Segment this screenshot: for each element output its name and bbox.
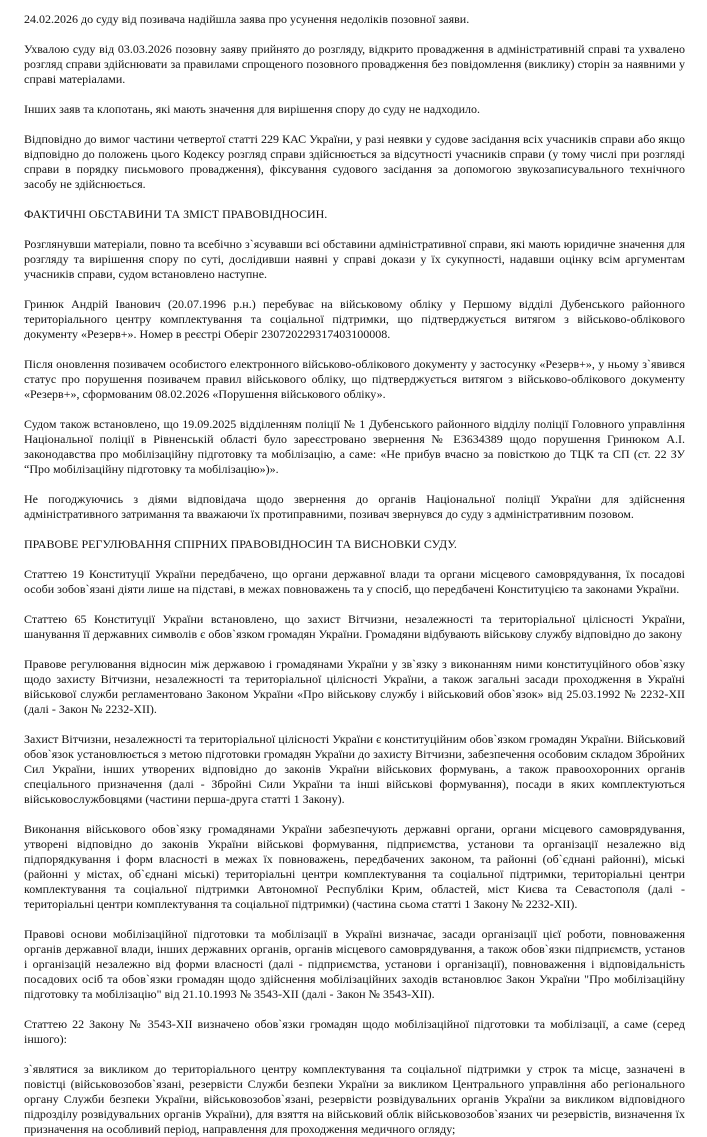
paragraph-article-65: Статтею 65 Конституції України встановлено, що захист Вітчизни, незалежності та територіальної цілісності України, шанування її державних символів є обов`язком громадян України. Громадяни відбувають військову службу відповідно до закону — [24, 612, 685, 641]
paragraph-statement-received: 24.02.2026 до суду від позивача надійшла заява про усунення недоліків позовної заяви. — [24, 12, 470, 26]
paragraph-ruling-accepted: Ухвалою суду від 03.03.2026 позовну заяву прийнято до розгляду, відкрито провадження в адміністративній справі та ухвалено розгляд справи здійснювати за правилами спрощеного позовного провадження без повідомлення (виклику) сторін за наявними у справі матеріалами. — [24, 42, 685, 86]
section-heading-legal-regulation: ПРАВОВЕ РЕГУЛЮВАННЯ СПІРНИХ ПРАВОВІДНОСИН ТА ВИСНОВКИ СУДУ. — [24, 537, 457, 551]
paragraph-reserve-status: Після оновлення позивачем особистого електронного військово-облікового документу у застосунку «Резерв+», у ньому з`явився статус про порушення позивачем правил військового обліку, що підтверджується витягом з військово-облікового документу «Резерв+», сформованим 08.02.2026 «Порушення військового обліку». — [24, 357, 685, 401]
paragraph-recording-note: Відповідно до вимог частини четвертої статті 229 КАС України, у разі неявки у судове засідання всіх учасників справи або якщо відповідно до положень цього Кодексу розгляд справи здійснюється за відсутності учасників справи (у тому числі при розгляді справи в порядку письмового провадження), фіксування судового засідання за допомогою звукозаписувального технічного засобу не здійснюється. — [24, 132, 685, 191]
paragraph-police-appeal: Судом також встановлено, що 19.09.2025 відділенням поліції № 1 Дубенського районного відділу поліції Головного управління Національної поліції в Рівненській області було зареєстровано звернення № ЕЗ634389 щодо порушення Гринюком А.І. законодавства про мобілізаційну підготовку та мобілізацію, а саме: «Не прибув вчасно за повісткою до ТЦК та СП (ст. 22 ЗУ “Про мобілізаційну підготовку та мобілізацію»)». — [24, 417, 685, 476]
paragraph-lawsuit-filed: Не погоджуючись з діями відповідача щодо звернення до органів Національної поліції України для здійснення адміністративного затримання та вважаючи їх протиправними, позивач звернувся до суду з адміністративним позовом. — [24, 492, 685, 521]
paragraph-duty-to-appear: з`являтися за викликом до територіального центру комплектування та соціальної підтримки у строк та місце, зазначені в повістці (військовозобов`язані, резервісти Служби безпеки України за викликом Центрального управління або регіонального органу Служби безпеки України, військовозобов`язані, резервісти розвідувальних органів України за викликом відповідного підрозділу розвідувальних органів України), для взяття на військовий облік військовозобов`язаних чи резервістів, визначення їх призначення на особливий період, направлення для проходження медичного огляду; — [24, 1062, 685, 1136]
paragraph-article-22: Статтею 22 Закону № 3543-XII визначено обов`язки громадян щодо мобілізаційної підготовки та мобілізації, а саме (серед іншого): — [24, 1017, 685, 1046]
paragraph-duty-enforcement: Виконання військового обов`язку громадянами України забезпечують державні органи, органи місцевого самоврядування, утворені відповідно до законів України військові формування, підприємства, установи та організації незалежно від підпорядкування і форм власності в межах їх повноважень, передбачених законом, та районні (об`єднані районні), міські (районні у містах, об`єднані міські) територіальні центри комплектування та соціальної підтримки, територіальні центри комплектування та соціальної підтримки Автономної Республіки Крим, областей, міст Києва та Севастополя (далі - територіальні центри комплектування та соціальної підтримки) (частина сьома статті 1 Закону № 2232-XII). — [24, 822, 685, 911]
paragraph-no-other-motions: Інших заяв та клопотань, які мають значення для вирішення спору до суду не надходило. — [24, 102, 481, 116]
paragraph-article-19: Статтею 19 Конституції України передбачено, що органи державної влади та органи місцевого самоврядування, їх посадові особи зобов`язані діяти лише на підставі, в межах повноважень та у спосіб, що передбачені Конституцією та законами України. — [24, 567, 685, 596]
paragraph-military-duty: Захист Вітчизни, незалежності та територіальної цілісності України є конституційним обов`язком громадян України. Військовий обов`язок установлюється з метою підготовки громадян України до захисту Вітчизни, забезпечення особовим складом Збройних Сил України, інших утворених відповідно до законів України військових формувань, а також правоохоронних органів спеціального призначення (далі - Збройні Сили України та інші військові формування), посади в яких комплектуються військовослужбовцями (частини перша-друга статті 1 Закону). — [24, 732, 685, 806]
paragraph-law-2232: Правове регулювання відносин між державою і громадянами України у зв`язку з виконанням ними конституційного обов`язку щодо захисту Вітчизни, незалежності та територіальної цілісності України, а також загальні засади проходження в Україні військової служби регламентовано Законом України «Про військову службу і військовий обов`язок» від 25.03.1992 № 2232-XII (далі - Закон № 2232-XII). — [24, 657, 685, 716]
paragraph-court-review: Розглянувши матеріали, повно та всебічно з`ясувавши всі обставини адміністративної справи, які мають юридичне значення для розгляду та вирішення спору по суті, дослідивши наявні у справі докази у їх сукупності, надавши оцінку всім аргументам учасників справи, судом встановлено наступне. — [24, 237, 685, 281]
section-heading-facts: ФАКТИЧНІ ОБСТАВИНИ ТА ЗМІСТ ПРАВОВІДНОСИН. — [24, 207, 328, 221]
paragraph-law-3543: Правові основи мобілізаційної підготовки та мобілізації в Україні визначає, засади організації цієї роботи, повноваження органів державної влади, інших державних органів, органів місцевого самоврядування, а також обов`язки підприємств, установ і організацій незалежно від форми власності (далі - підприємства, установи і організації), повноваження і відповідальність посадових осіб та обов`язки громадян щодо здійснення мобілізаційних заходів встановлює Закон України "Про мобілізаційну підготовку та мобілізацію" від 21.10.1993 № 3543-XII (далі - Закон № 3543-XII). — [24, 927, 685, 1001]
paragraph-military-registration: Гринюк Андрій Іванович (20.07.1996 р.н.) перебуває на військовому обліку у Першому відділі Дубенського районного територіального центру комплектування та соціальної підтримки, що підтверджується витягом з військово-облікового документу «Резерв+». Номер в реєстрі Оберіг 230720229317403100008. — [24, 297, 685, 341]
